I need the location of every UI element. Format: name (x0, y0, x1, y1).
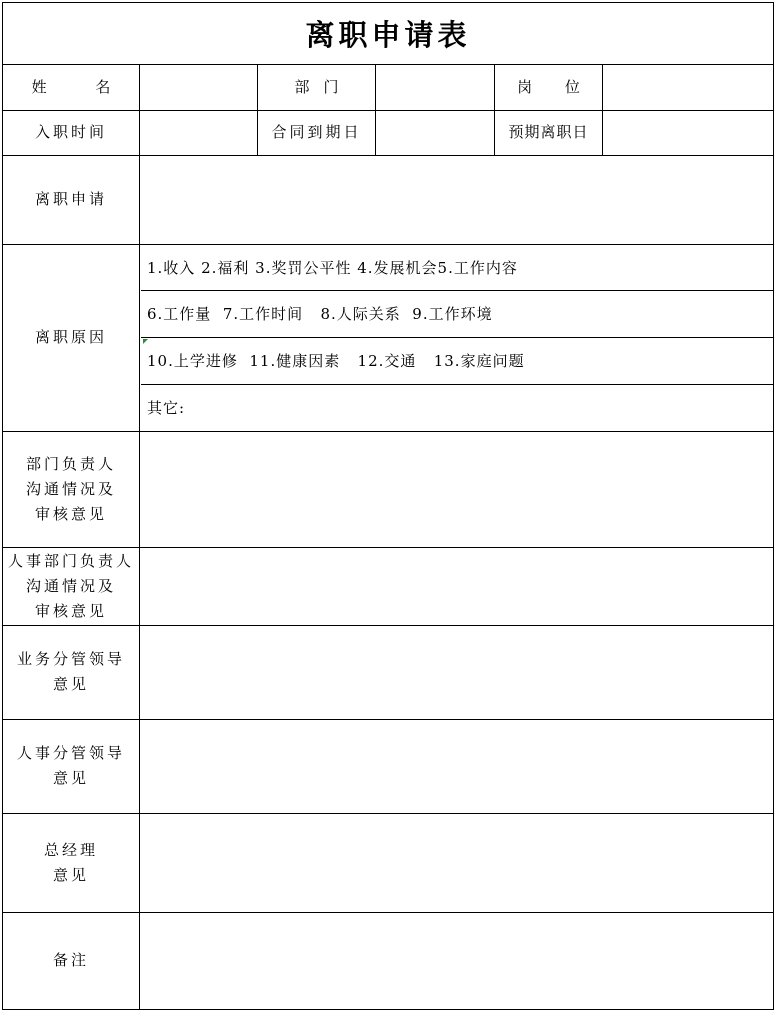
label-line: 意见 (52, 865, 89, 884)
label-line: 业务分管领导 (16, 650, 125, 668)
label-line: 沟通情况及 (25, 576, 116, 595)
business-leader-opinion-field[interactable] (140, 625, 773, 719)
reason-options-1[interactable]: 1.收入 2.福利 3.奖罚公平性 4.发展机会5.工作内容 (147, 258, 518, 277)
entry-date-label: 入职时间 (34, 123, 107, 141)
application-label: 离职申请 (34, 190, 107, 208)
resignation-form (2, 2, 774, 1010)
reason-options-3[interactable]: 10.上学进修 11.健康因素 12.交通 13.家庭问题 (147, 352, 525, 370)
gm-opinion-label (3, 813, 139, 912)
hr-leader-opinion-label (3, 719, 139, 813)
name-label: 姓 名 (31, 78, 133, 96)
label-line: 意见 (52, 675, 89, 693)
entry-date-field[interactable] (140, 110, 257, 155)
label-line: 审核意见 (34, 601, 107, 620)
label-line: 审核意见 (34, 504, 107, 523)
reason-other[interactable]: 其它: (147, 399, 186, 417)
application-field[interactable] (140, 155, 773, 244)
hr-leader-opinion-field[interactable] (140, 719, 773, 813)
label-line: 总经理 (43, 840, 98, 859)
label-line: 意见 (52, 769, 89, 787)
label-line: 沟通情况及 (25, 479, 116, 498)
label-line: 人事分管领导 (16, 744, 125, 762)
reasons-label: 离职原因 (34, 328, 107, 346)
expected-leave-date-field[interactable] (603, 110, 773, 155)
name-field[interactable] (140, 65, 257, 110)
label-line: 人事部门负责人 (7, 551, 134, 570)
dept-head-review-field[interactable] (140, 431, 773, 547)
dept-field[interactable] (376, 65, 494, 110)
label-line: 部门负责人 (25, 454, 116, 473)
remarks-label: 备注 (52, 951, 89, 969)
gm-opinion-field[interactable] (140, 813, 773, 912)
business-leader-opinion-label (3, 625, 139, 719)
reason-options-2[interactable]: 6.工作量 7.工作时间 8.人际关系 9.工作环境 (147, 305, 493, 323)
expected-leave-date-label: 预期离职日 (508, 123, 589, 141)
dept-head-review-label (3, 431, 139, 547)
contract-expiry-field[interactable] (376, 110, 494, 155)
contract-expiry-label: 合同到期日 (271, 123, 362, 141)
dept-label: 部门 (294, 78, 353, 96)
remarks-field[interactable] (140, 912, 773, 1009)
position-field[interactable] (603, 65, 773, 110)
hr-head-review-field[interactable] (140, 547, 773, 625)
position-label: 岗 位 (517, 78, 594, 96)
hr-head-review-label (3, 547, 139, 625)
form-title: 离职申请表 (3, 3, 773, 65)
